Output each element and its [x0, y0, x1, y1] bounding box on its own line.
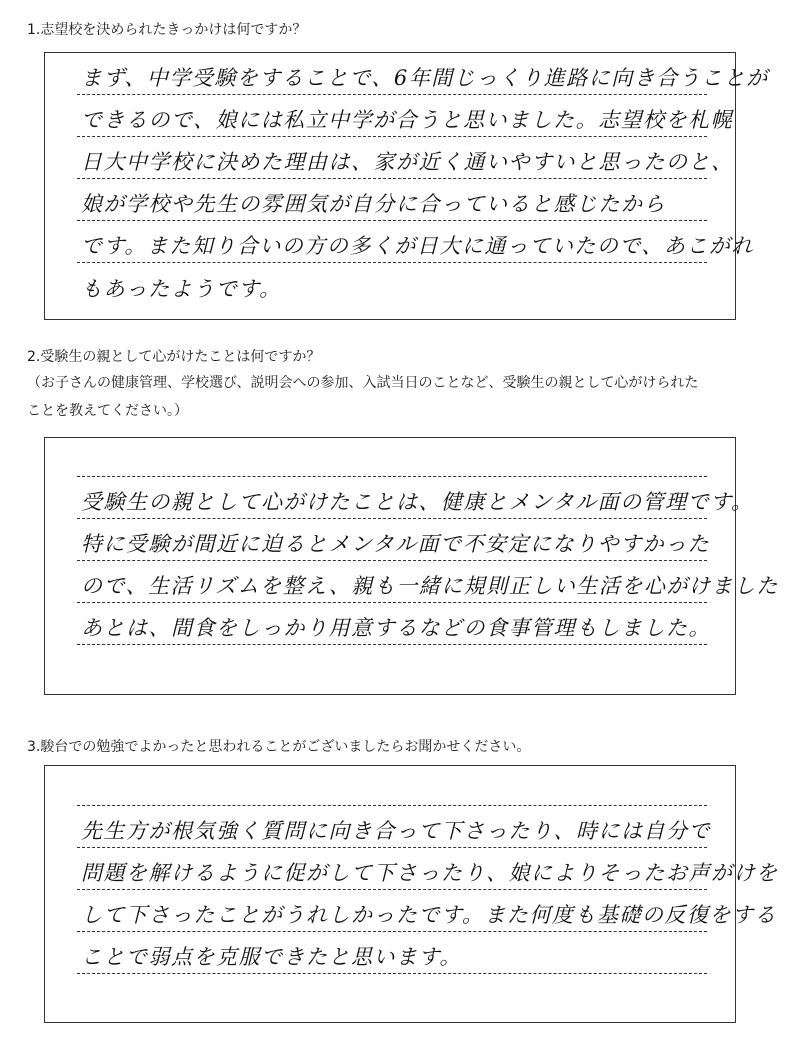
handwritten-text: ことで弱点を克服できたと思います。	[81, 945, 462, 969]
answer-line	[77, 811, 711, 848]
handwritten-text: して下さったことがうれしかったです。また何度も基礎の反復をする	[81, 903, 777, 927]
handwritten-text: できるので、娘には私立中学が合うと思いました。志望校を札幌	[81, 108, 734, 132]
question-2-subtext: ことを教えてください。）	[27, 403, 188, 419]
answer-line	[77, 268, 707, 305]
answer-line	[77, 853, 779, 890]
handwritten-text: あとは、間食をしっかり用意するなどの食事管理もしました。	[81, 616, 711, 640]
handwritten-text: 日大中学校に決めた理由は、家が近く通いやすいと思ったのと、	[81, 150, 734, 174]
answer-box-1	[44, 52, 769, 320]
answer-line	[77, 226, 754, 263]
answer-line	[77, 895, 777, 932]
handwritten-text: 特に受験が間近に迫るとメンタル面で不安定になりやすかった	[81, 532, 711, 556]
answer-line	[77, 608, 711, 645]
answer-line	[77, 100, 734, 137]
answer-line	[77, 937, 707, 974]
handwritten-text: 娘が学校や先生の雰囲気が自分に合っていると感じたから	[81, 192, 666, 216]
answer-line	[77, 142, 734, 179]
answer-line	[77, 58, 769, 95]
question-2-label: 2.受験生の親として心がけたことは何ですか？	[27, 349, 321, 365]
handwritten-text: もあったようです。	[81, 277, 282, 301]
answer-line	[77, 524, 711, 561]
question-2-subtext: （お子さんの健康管理、学校選び、説明会への参加、入試当日のことなど、受験生の親として心がけられた	[27, 375, 699, 391]
handwritten-text: ので、生活リズムを整え、親も一緒に規則正しい生活を心がけました	[81, 574, 779, 598]
question-3-label: 3.駿台での勉強でよかったと思われることがございましたらお聞かせください。	[27, 739, 531, 755]
answer-line	[77, 482, 754, 519]
answer-line	[77, 440, 707, 477]
handwritten-text: 受験生の親として心がけたことは、健康とメンタル面の管理です。	[81, 490, 754, 514]
answer-box-2	[44, 437, 779, 695]
answer-line	[77, 769, 707, 806]
handwritten-text: 先生方が根気強く質問に向き合って下さったり、時には自分で	[81, 819, 711, 843]
handwritten-text: まず、中学受験をすることで、6年間じっくり進路に向き合うことが	[81, 66, 769, 90]
handwritten-text: です。また知り合いの方の多くが日大に通っていたので、あこがれ	[81, 234, 754, 258]
handwritten-text: 問題を解けるように促がして下さったり、娘によりそったお声がけを	[81, 861, 779, 885]
question-1-label: 1.志望校を決められたきっかけは何ですか？	[27, 22, 307, 38]
answer-line	[77, 184, 707, 221]
answer-box-3	[44, 765, 779, 1023]
answer-line	[77, 566, 779, 603]
